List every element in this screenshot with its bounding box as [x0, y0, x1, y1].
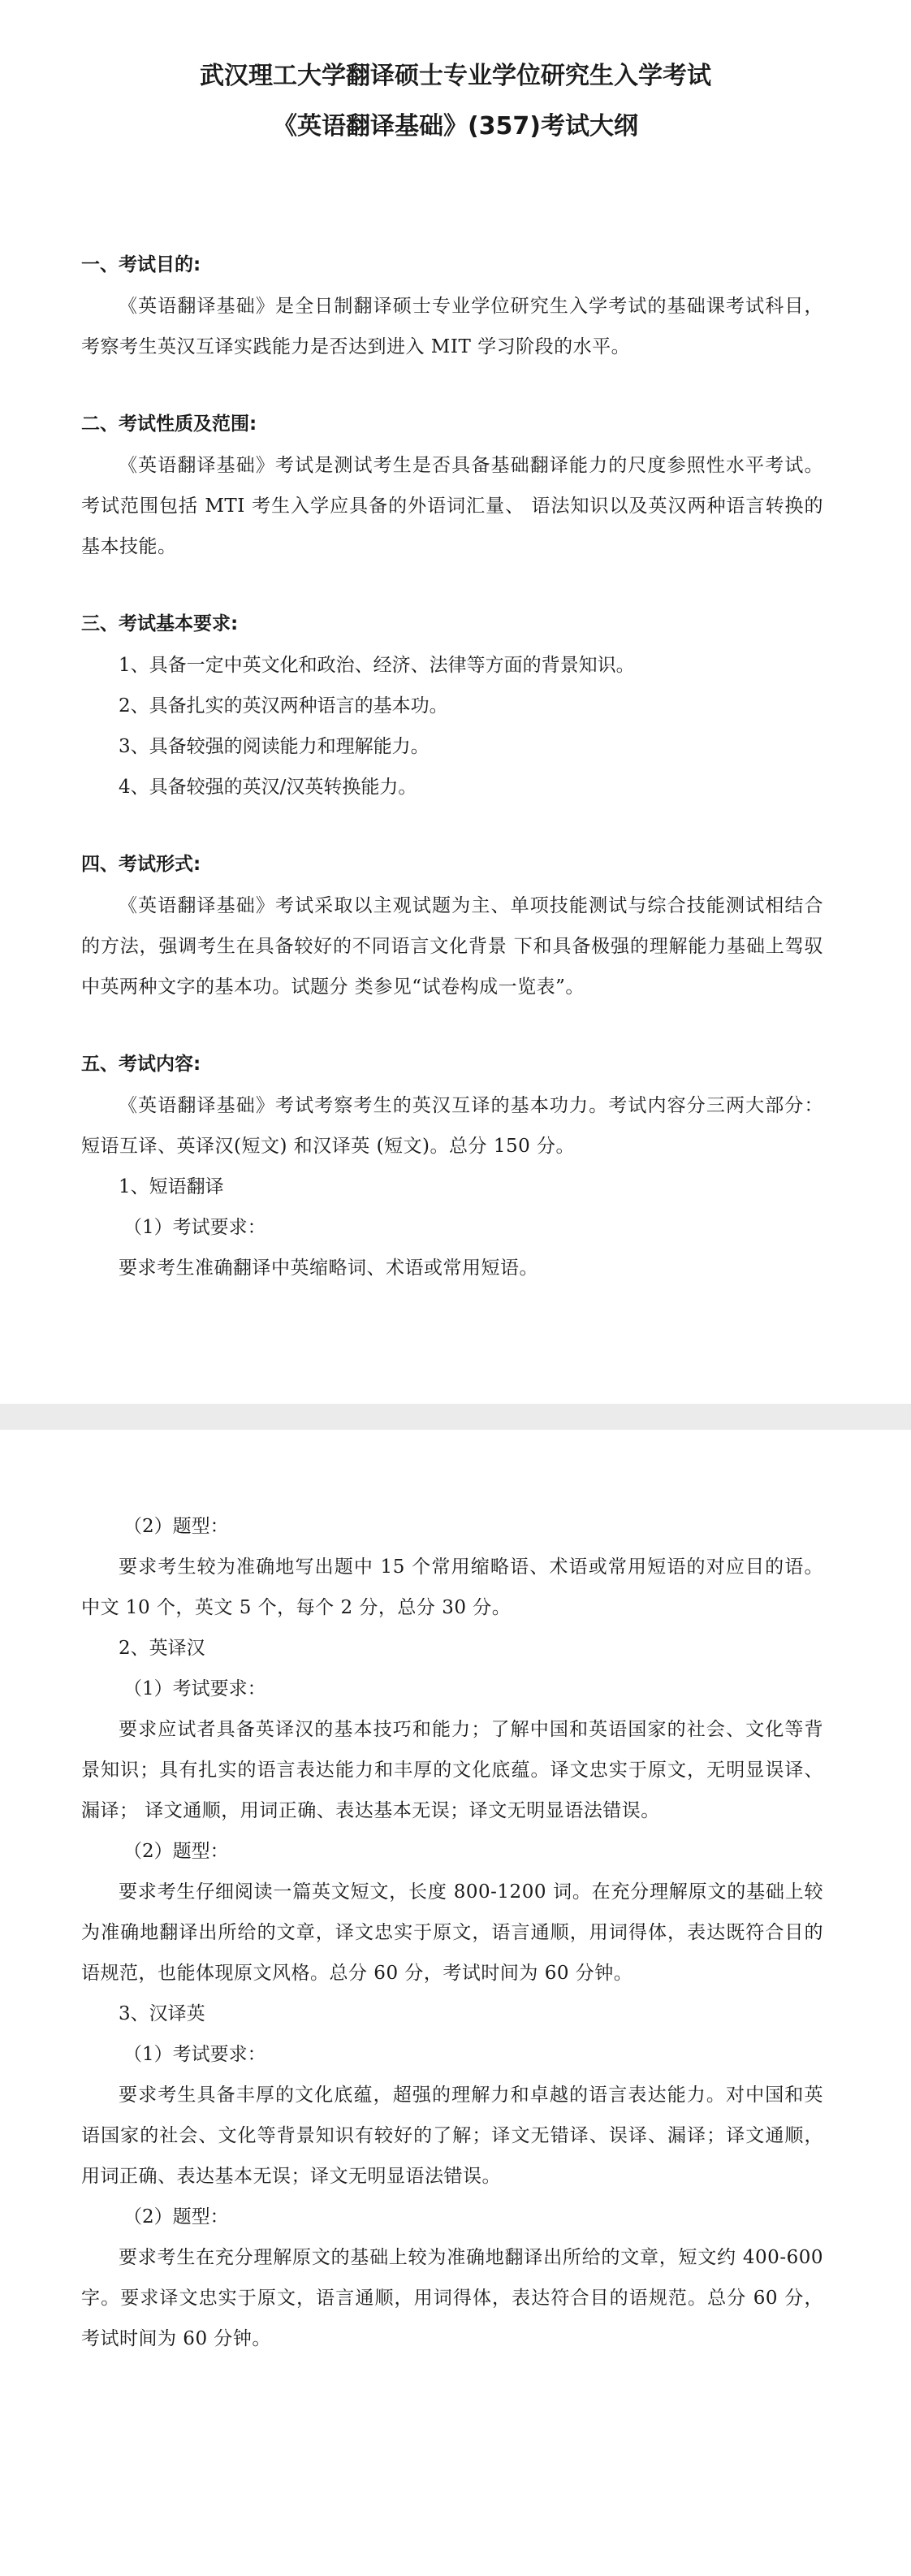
document-title-line-1: 武汉理工大学翻译硕士专业学位研究生入学考试: [200, 62, 711, 90]
section-heading: 三、考试基本要求:: [81, 613, 239, 634]
section-paragraph: 《英语翻译基础》考试考察考生的英汉互译的基本功力。考试内容分三两大部分：短语互译、英译汉(短文) 和汉译英 (短文)。总分 150 分。: [81, 1095, 823, 1157]
subsection-text: 要求考生在充分理解原文的基础上较为准确地翻译出所给的文章，短文约 400-600 字。要求译文忠实于原文，语言通顺，用词得体，表达符合目的语规范。总分 60 分，考试时间为 60 分钟。: [81, 2247, 823, 2349]
section-basic-requirements: [81, 609, 823, 807]
section-nature-scope: [81, 409, 823, 567]
subsection-text: 要求考生具备丰厚的文化底蕴，超强的理解力和卓越的语言表达能力。对中国和英语国家的社会、文化等背景知识有较好的了解；译文无错译、误译、漏译；译文通顺，用词正确、表达基本无误；译文无明显语法错误。: [81, 2085, 823, 2187]
list-item: 2、具备扎实的英汉两种语言的基本功。: [119, 695, 448, 717]
section-exam-content-continued: [81, 1430, 823, 2359]
list-item: 1、具备一定中英文化和政治、经济、法律等方面的背景知识。: [119, 655, 635, 676]
list-item: 4、具备较强的英汉/汉英转换能力。: [119, 777, 417, 798]
list-item: 3、具备较强的阅读能力和理解能力。: [119, 736, 430, 757]
section-paragraph: 《英语翻译基础》考试是测试考生是否具备基础翻译能力的尺度参照性水平考试。考试范围包括 MTI 考生入学应具备的外语词汇量、 语法知识以及英汉两种语言转换的基本技能。: [81, 455, 823, 557]
subsection-label: （2）题型：: [123, 2206, 229, 2227]
subsection-title: 3、汉译英: [119, 2003, 205, 2024]
section-paragraph: 《英语翻译基础》是全日制翻译硕士专业学位研究生入学考试的基础课考试科目，考察考生英汉互译实践能力是否达到进入 MIT 学习阶段的水平。: [81, 296, 823, 357]
section-purpose: [81, 250, 823, 367]
subsection-label: （2）题型：: [123, 1841, 229, 1862]
document-title-line-2: 《英语翻译基础》(357)考试大纲: [272, 112, 639, 141]
section-paragraph: 《英语翻译基础》考试采取以主观试题为主、单项技能测试与综合技能测试相结合的方法，强调考生在具备较好的不同语言文化背景 下和具备极强的理解能力基础上驾驭中英两种文字的基本功。试题分 类参见“试卷构成一览表”。: [81, 895, 823, 998]
subsection-title: 2、英译汉: [119, 1638, 205, 1659]
subsection-label: （1）考试要求：: [123, 1678, 266, 1699]
section-exam-content: [81, 1050, 823, 1288]
subsection-label: （1）考试要求：: [123, 2044, 266, 2065]
section-heading: 四、考试形式:: [81, 854, 201, 875]
subsection-text: 要求考生仔细阅读一篇英文短文，长度 800-1200 词。在充分理解原文的基础上较为准确地翻译出所给的文章，译文忠实于原文，语言通顺，用词得体，表达既符合目的语规范，也能体现原文风格。总分 60 分，考试时间为 60 分钟。: [81, 1881, 823, 1984]
section-exam-format: [81, 850, 823, 1007]
subsection-title: 1、短语翻译: [119, 1176, 224, 1197]
subsection-text: 要求考生较为准确地写出题中 15 个常用缩略语、术语或常用短语的对应目的语。中文 10 个，英文 5 个，每个 2 分，总分 30 分。: [81, 1556, 823, 1618]
document-page-2: [0, 1430, 911, 2576]
section-heading: 一、考试目的:: [81, 254, 201, 275]
section-heading: 二、考试性质及范围:: [81, 413, 257, 435]
section-heading: 五、考试内容:: [81, 1054, 201, 1075]
subsection-text: 要求应试者具备英译汉的基本技巧和能力；了解中国和英语国家的社会、文化等背景知识；具有扎实的语言表达能力和丰厚的文化底蕴。译文忠实于原文，无明显误译、漏译； 译文通顺，用词正确、表达基本无误；译文无明显语法错误。: [81, 1719, 823, 1821]
subsection-text: 要求考生准确翻译中英缩略词、术语或常用短语。: [119, 1258, 538, 1279]
subsection-label: （2）题型：: [123, 1516, 229, 1537]
subsection-label: （1）考试要求：: [123, 1217, 266, 1238]
